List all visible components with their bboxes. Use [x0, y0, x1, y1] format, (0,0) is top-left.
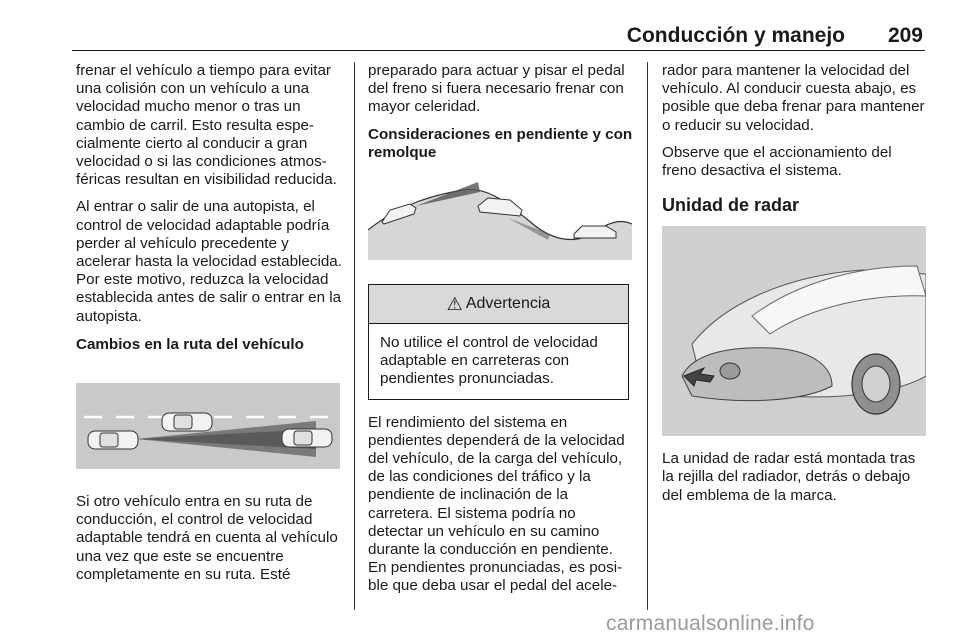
page-number: 209 — [887, 24, 923, 47]
warning-box — [368, 284, 629, 400]
column-3 — [662, 62, 928, 514]
column-divider — [647, 62, 648, 610]
heading-radar-unit: Unidad de radar — [662, 195, 800, 216]
warning-title: Advertencia — [465, 294, 551, 312]
column-2 — [368, 62, 634, 605]
warning-icon: ⚠ — [446, 293, 463, 314]
paragraph: Observe que el accionamiento del freno desactiva el sistema. — [662, 143, 892, 180]
page-header — [72, 18, 925, 51]
watermark: carmanualsonline.info — [606, 612, 815, 635]
paragraph: Si otro vehículo entra en su ruta de conducción, el control de velocidad adaptable tendrá en cuenta al vehículo una vez que este se encuentre completamente en su ruta. Esté — [76, 493, 338, 583]
subheading-lane-change: Cambios en la ruta del vehículo — [76, 335, 304, 353]
paragraph: preparado para actuar y pisar el pedal del freno si fuera necesario frenar con mayor celeridad. — [368, 62, 625, 116]
warning-header — [369, 285, 628, 324]
warning-text: No utilice el control de velocidad adaptable en carreteras con pendientes pronunciadas. — [380, 334, 598, 388]
column-divider — [354, 62, 355, 610]
paragraph: rador para mantener la velocidad del vehículo. Al conducir cuesta abajo, es posible que deba frenar para mantener o reducir su velocidad. — [662, 62, 925, 134]
slope-illustration — [368, 168, 632, 268]
subheading-slopes: Consideraciones en pendiente y con remolque — [368, 125, 633, 161]
column-1 — [76, 62, 342, 593]
paragraph: frenar el vehículo a tiempo para evitar una colisión con un vehículo a una velocidad mucho menor o tras un cambio de carril. Esto resulta especialmente cierto al conducir a gran velocidad o si las condiciones atmosféricas resultan en visibilidad reducida. — [76, 62, 337, 189]
radar-unit-illustration — [662, 226, 926, 436]
section-title: Conducción y manejo — [626, 24, 845, 47]
paragraph: El rendimiento del sistema en pendientes dependerá de la velocidad del vehículo, de la carga del vehículo, de las condiciones del tráfico y la pendiente de inclinación de la carretera. El sistema podría no detectar un vehículo en su camino durante la conducción en pendiente. En pendientes pronunciadas, es posible que deba usar el pedal del acele- — [368, 413, 625, 595]
paragraph: Al entrar o salir de una autopista, el control de velocidad adaptable podría perder al vehículo precedente y acelerar hasta la velocidad establecida. Por este motivo, reduzca la velocidad establecida antes de salir o entrar en la autopista. — [76, 198, 342, 325]
paragraph: La unidad de radar está montada tras la rejilla del radiador, detrás o debajo del emblema de la marca. — [662, 450, 916, 504]
lane-change-illustration — [76, 369, 340, 479]
